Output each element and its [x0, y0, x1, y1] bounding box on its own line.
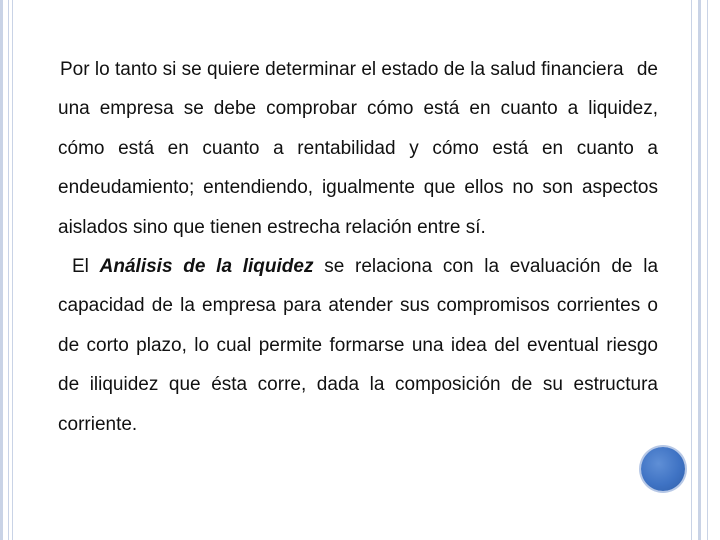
left-frame-line-inner: [12, 0, 13, 540]
paragraph-financial-health: [58, 50, 658, 247]
right-frame-line-thick: [698, 0, 701, 540]
left-frame-line-thick: [0, 0, 3, 540]
right-frame-line-inner: [691, 0, 692, 540]
decorative-circle-icon: [641, 447, 685, 491]
slide-body: [58, 50, 658, 444]
paragraph2-body: se relaciona con la evaluación de la capacidad de la empresa para atender sus compromisos corrientes o de corto plazo, lo cual permite formarse una idea del eventual riesgo de iliquidez que ésta corre, dada la composición de su estructura corriente.: [58, 256, 659, 435]
paragraph2-intro: El: [72, 256, 89, 278]
right-frame-line-thin: [707, 0, 708, 540]
paragraph1-rest: de una empresa se debe comprobar cómo está en cuanto a liquidez, cómo está en cuanto a rentabilidad y cómo está en cuanto a endeudamiento; entendiendo, igualmente que ellos no son aspectos aislados sino que tienen estrecha relación entre sí.: [58, 59, 658, 238]
paragraph2-emphasis: Análisis de la liquidez: [99, 256, 314, 278]
paragraph-liquidity-analysis: [58, 247, 658, 444]
left-frame-line-thin: [8, 0, 9, 540]
paragraph1-line1: Por lo tanto si se quiere determinar el estado de la salud financiera: [60, 59, 624, 80]
